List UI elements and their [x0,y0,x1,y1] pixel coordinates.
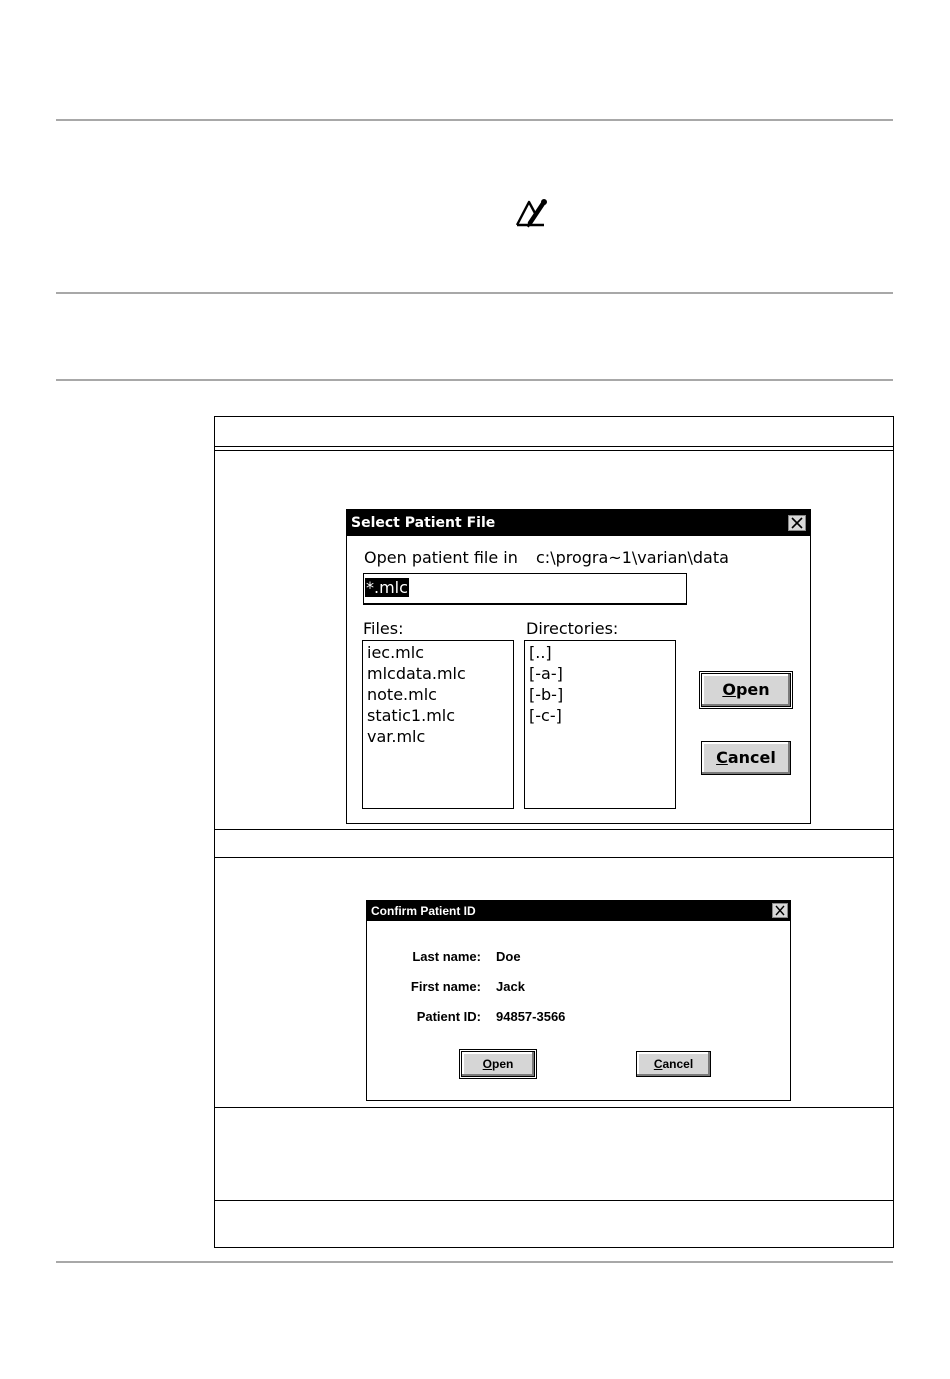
files-list[interactable] [362,640,514,809]
table-row-divider [215,450,893,451]
dialog-title-bar [347,510,810,536]
list-item[interactable]: static1.mlc [367,706,456,725]
list-item[interactable]: [-b-] [529,685,564,704]
first-name-value: Jack [496,979,525,994]
section-rule [56,379,893,381]
confirm-patient-id-dialog [366,900,791,1101]
filter-input[interactable] [363,573,687,605]
last-name-label: Last name: [412,949,481,964]
select-patient-file-dialog [346,509,811,824]
note-pencil-icon [514,196,550,228]
directories-list[interactable] [524,640,676,809]
dialog-title: Select Patient File [351,515,496,531]
top-rule [56,119,893,121]
close-icon[interactable] [772,903,788,918]
open-button-mnemonic: O [722,680,736,699]
cancel-button[interactable] [636,1051,711,1077]
cancel-button-label: ancel [662,1057,694,1071]
open-button-label: pen [492,1057,514,1071]
open-button-mnemonic: O [482,1057,492,1071]
first-name-label: First name: [410,979,481,994]
open-button[interactable] [701,673,791,707]
list-item[interactable]: iec.mlc [367,643,424,662]
table-row-divider [215,1107,893,1108]
table-row-divider [215,857,893,858]
cancel-button-label: ancel [727,748,776,767]
dialog-title-bar [367,901,790,921]
dialog-title: Confirm Patient ID [371,904,476,918]
close-icon[interactable] [788,515,806,531]
open-button-label: pen [735,680,770,699]
list-item[interactable]: [-c-] [529,706,562,725]
filter-input-value: *.mlc [366,578,408,597]
last-name-value: Doe [496,949,521,964]
cancel-button-mnemonic: C [716,748,728,767]
open-button[interactable] [461,1051,535,1077]
list-item[interactable]: mlcdata.mlc [367,664,466,683]
table-row-divider [215,446,893,447]
list-item[interactable]: [-a-] [529,664,563,683]
patient-id-value: 94857-3566 [496,1009,566,1024]
footer-rule [56,1261,893,1263]
patient-id-label: Patient ID: [416,1009,481,1024]
current-path: c:\progra~1\varian\data [536,548,729,567]
list-item[interactable]: note.mlc [367,685,437,704]
note-bottom-rule [56,292,893,294]
cancel-button-mnemonic: C [653,1057,663,1071]
directories-label: Directories: [526,619,619,638]
table-row-divider [215,829,893,830]
open-in-label: Open patient file in [364,548,518,567]
list-item[interactable]: var.mlc [367,727,426,746]
cancel-button[interactable] [701,741,791,775]
table-row-divider [215,1200,893,1201]
list-item[interactable]: [..] [529,643,552,662]
files-label: Files: [363,619,404,638]
